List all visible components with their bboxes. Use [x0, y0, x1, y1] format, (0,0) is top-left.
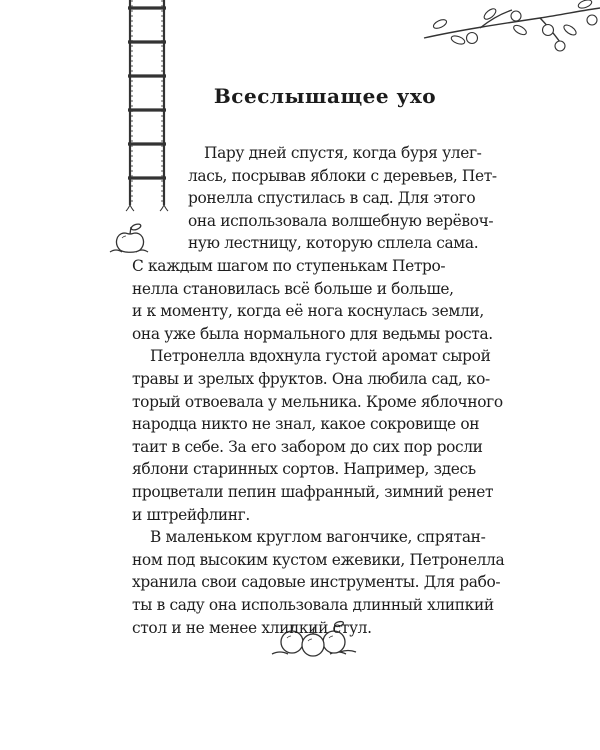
text-line: ном под высоким кустом ежевики, Петронелла: [132, 550, 505, 569]
text-line: народца никто не знал, какое сокровище он: [132, 415, 480, 434]
text-line: она уже была нормального для ведьмы роста.: [132, 324, 493, 343]
text-line: и к моменту, когда её нога коснулась земли,: [132, 302, 484, 321]
text-line: и штрейфлинг.: [132, 505, 250, 524]
apple-branch-illustration: [420, 0, 600, 55]
text-line: она использовала волшебную верёвоч-: [188, 211, 494, 230]
text-line: процветали пепин шафранный, зимний ренет: [132, 483, 494, 501]
text-line: лась, посрывав яблоки с деревьев, Пет-: [188, 166, 497, 185]
text-line: хранила свои садовые инструменты. Для рабо-: [132, 573, 501, 592]
text-line: таит в себе. За его забором до сих пор росли: [132, 437, 483, 456]
text-line: стол и не менее хлипкий стул.: [132, 618, 372, 637]
rope-ladder-illustration: [122, 0, 172, 212]
text-line: торый отвоевала у мельника. Кроме яблочного: [132, 392, 503, 411]
text-line: ную лестницу, которую сплела сама.: [188, 234, 479, 253]
text-line: Пару дней спустя, когда буря улег-: [204, 144, 482, 162]
text-line: ронелла спустилась в сад. Для этого: [188, 189, 476, 208]
text-line: Петронелла вдохнула густой аромат сырой: [150, 347, 491, 366]
text-line: ты в саду она использовала длинный хлипкий: [132, 596, 494, 614]
small-apple-illustration: [106, 222, 154, 256]
text-line: С каждым шагом по ступенькам Петро-: [132, 257, 446, 275]
text-line: нелла становилась всё больше и больше,: [132, 279, 454, 298]
text-line: В маленьком круглом вагончике, спрятан-: [150, 528, 486, 547]
text-line: травы и зрелых фруктов. Она любила сад, ко-: [132, 370, 490, 388]
text-line: яблони старинных сортов. Например, здесь: [132, 460, 476, 479]
chapter-title: Всеслышащее ухо: [213, 84, 437, 108]
